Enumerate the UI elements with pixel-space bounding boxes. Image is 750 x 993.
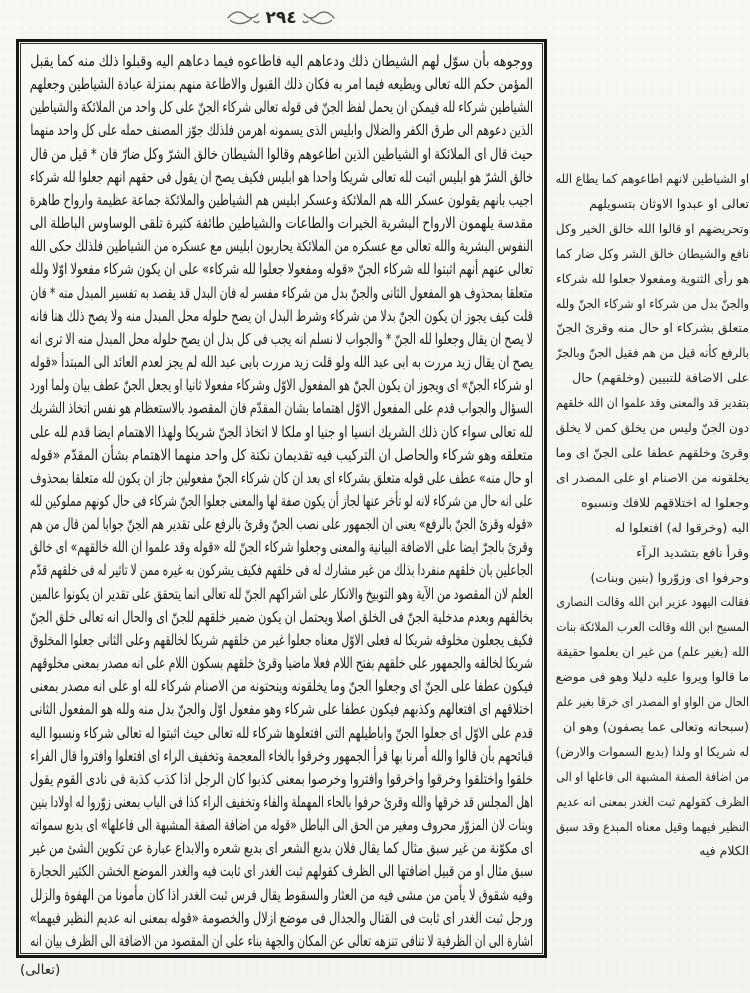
- text-line: ورجل ثبت الغدر اى ثابت فى القتال والجدال فى موضع ازلال والخصومة «قوله بمعنى انه عديم النظير فيهما»: [29, 908, 534, 927]
- text-line: وحرفوا اى وزوّروا (بنين وبنات): [590, 569, 749, 585]
- text-line: (سبحانه وتعالى عما يصفون) وهو ان: [562, 718, 749, 734]
- text-line: والجنّ بدل من شركاء او شركاء الجنّ ولله: [556, 295, 749, 311]
- text-line: هو رأى الثنوية ومفعولا جعلوا لله شركاء: [556, 270, 749, 286]
- text-line: بتقدير قد والمعنى وقد علموا ان الله خلقهم: [556, 395, 749, 411]
- text-line: خلقوا واختلقوا وخرقوا واخرقوا وافتروا وخرصوا بمعنى كذبوا كان الرجل اذا كذب كذبة فى نادى القوم يقول: [29, 769, 534, 788]
- text-line: خالق الشرّ هو ابليس اثبت لله تعالى شريكا واحدا هو ابليس فكيف يصح ان يقول فى حقهم انهم جعلوا لله شركاء: [30, 167, 533, 186]
- text-line: فيكون عطفا على الجنّ اى وجعلوا الجنّ وما يخلقونه وينحتونه من الاصنام شركاء لله او على انه مصدر بمعنى: [30, 677, 534, 696]
- main-text-frame: [16, 39, 547, 958]
- text-line: وبنات لان المزوّر محروف ومغير من الحق الى الباطل «قوله من اضافة الصفة المشبهة الى فاعلها» اى بديع سمواته: [30, 816, 534, 835]
- text-line: على الاضافة للتبيين (وخلقهم) حال: [572, 370, 749, 386]
- text-line: الظرف كقولهم ثبت الغدر بمعنى انه عديم: [556, 793, 749, 809]
- text-line: الحال من الواو او المصدر اى خرقا بغير علم: [556, 694, 749, 710]
- text-line: دون الجنّ وليس من يخلق كمن لا يخلق: [556, 420, 749, 436]
- text-line: الذين دعوهم الى طرق الكفر والضلال وابليس الذى يسمونه اهرمن فلذلك جوّز المصنف حمله على كل واحد منهما: [30, 121, 533, 140]
- text-line: اشارة الى ان الظرفية لا تنافى تنزهه تعالى عن المكان والجهة بناء على ان المقصود من الاضافة الى الظرف بيان انه: [30, 931, 533, 950]
- text-line: متعلق بشركاء او حال منه وقرئ الجنّ: [556, 320, 749, 336]
- text-line: السؤال والجواب قدم على المفعول الاوّل اهتماما بشان المقدّم فان المقصود بالاستعظام هو نفس اتخاذ الشريك: [30, 399, 533, 418]
- margin-notes-column: [556, 167, 749, 867]
- text-line: تعالى عنهم أنهم اثبتوا لله شركاء الجنّ «قوله ومفعولا جعلوا لله شركاء» على ان يكون شركاء مفعولا اوّلا ولله: [29, 260, 533, 279]
- text-line: بخالقهم وبعدم مدخلية الجنّ فى الخلق اصلا ويحتمل ان يكون ضمير خلقهم للجنّ اى والحال انه تعالى خلق الجنّ: [30, 607, 534, 626]
- text-line: على انه حال من شركاء لانه لو تأخر عنها لجاز أن يكون صفة لها والمعنى جعلوا الجنّ شركاء فى حال كونهم مملوكين لله: [30, 491, 533, 510]
- text-line: قبائحهم بأن قالوا والله أمرنا بها قرأ الجمهور وخرقوا بالخاء المعجمة وتخفيف الراء اى افتعلوا وافتروا قال الفراء: [30, 746, 533, 765]
- text-line: المؤمن حكم الله تعالى ويطيعه فيما امر به فكان ذلك القبول والاطاعة منهم بمنزلة عبادة الشياطين وجعلهم: [29, 75, 534, 94]
- text-line: قدم على الاوّل اى جعلوا الجنّ واباطيلهم التى افتعلوها شركاء لله تعالى حيث اثبتوا له تعالى شركاء ونسبوا اليه: [29, 723, 534, 742]
- catchword: (تعالى): [20, 962, 61, 978]
- text-line: من اضافة الصفة المشبهة الى فاعلها او الى: [556, 768, 749, 784]
- page-header: [206, 2, 356, 34]
- text-line: اجيب بانهم يقولون عسكر الله هم الملائكة وعسكر ابليس هم الشياطين والملائكة جماعة عظيمة وارواح طاهرة: [29, 190, 534, 209]
- text-line: اى مكوّنة من غير سبق مثال كما يقال فلان بديع الشعر اى بديع شعره والابداع عبارة عن تكوين الشئ من غير: [29, 839, 533, 858]
- text-line: اهل المجلس قد خرقها والله وقرئ حرفوا بالحاء المهملة والفاء وتخفيف الراء كذا فى الباب بمعنى زوّروا له اولادا بنين: [30, 793, 533, 811]
- text-line: الله (بغير علم) من غير ان يعلموا حقيقة: [556, 644, 749, 660]
- text-line: الشياطين شركاء لله فيمكن ان يحمل لفظ الجنّ فى قوله تعالى شركاء الجنّ على كل واحد من الملائكة والشياطين: [29, 98, 533, 117]
- text-line: له شريكا او ولدا (بديع السموات والارض): [556, 743, 749, 759]
- text-line: وجعلوا له اختلاقهم للافك ونسبوه: [581, 494, 749, 510]
- text-line: النفوس البشرية والله تعالى مع عسكره من الملائكة يحاربون ابليس مع عسكره من الشياطين فلذلك حكى الله: [29, 237, 533, 256]
- text-line: فقالت اليهود عزير ابن الله وقالت النصارى: [556, 594, 749, 610]
- text-line: بالرفع كأنه قيل من هم فقيل الجنّ وبالجرّ: [556, 345, 749, 361]
- text-line: «قوله وقرئ الجنّ بالرفع» يعنى ان الجمهور على نصب الجنّ وقرئ بالرفع على تقدير هم الجنّ جوابا لمن قال من هم: [29, 515, 534, 534]
- text-line: ووجوهه بأن سوّل لهم الشيطان ذلك ودعاهم اليه فاطاعوه فيما دعاهم اليه وقبلوا ذلك منه كما يقبل: [30, 52, 533, 70]
- text-line: متعلقا بمحذوف هو المفعول الثانى والجنّ بدل من شركاء مفسر له فان البدل قد يقصد به تفسير المبدل منه * فان: [30, 283, 533, 302]
- text-line: اختلاقهم اى افتعالهم وكذبهم فيكون عطفا على شركاء وهو مفعول اوّل والجنّ بدل منه ولله هو المفعول الثانى: [29, 700, 534, 719]
- main-text-frame-inner: [20, 43, 543, 954]
- text-line: او الشياطين لانهم اطاعوهم كما يطاع الله: [556, 171, 749, 186]
- text-line: حيث قال اى الملائكة او الشياطين الذين اطاعوهم وقالوا الشيطان خالق الشرّ وكل ضارّ فان * قيل من قال: [30, 144, 533, 163]
- text-line: مقدسة يلهمون الارواح البشرية الخيرات والطاعات والشياطين طائفة كثيرة تلقى الوساوس الباطلة الى: [29, 214, 534, 233]
- text-line: وقرئ بالجرّ ايضا على الاضافة البيانية والمعنى وجعلوا شركاء الجنّ لله «قوله وقد علموا ان الله خالقهم» اى خالق: [29, 538, 534, 557]
- text-line: المسيح ابن الله وقالت العرب الملائكة بنات: [556, 619, 749, 635]
- text-line: لله تعالى سواء كان ذلك الشريك انسيا او جنيا او ملكا لا اتخاذ الجنّ شريكا ولهذا الاهتمام ايضا قدم لله على: [29, 422, 534, 441]
- text-line: لا يصح ان يقال وجعلوا لله الجنّ * والجواب لا نسلم انه يجب فى كل بدل ان يصح حلوله محل المبدل منه الا ترى انه: [29, 329, 533, 348]
- text-line: شريكا لخالقه والجمهور على خلقهم بفتح اللام فعلا ماضيا وقرئ خلقهم بسكون اللام على انه مصدر بمعنى مخلوقهم: [30, 654, 534, 673]
- text-line: وقرأ نافع بتشديد الرآء: [636, 544, 749, 560]
- text-line: العلم لان المقصود من الآية وهو التوبيخ والانكار على اشراكهم الجنّ لله تعالى انما يتحقق على تقدير ان يكونوا عالمين: [30, 584, 533, 603]
- text-line: نافع والشيطان خالق الشر وكل ضار كما: [556, 245, 749, 261]
- text-line: فكيف يجعلون مخلوقه شريكا له فعلى الاوّل معناه جعلوا غير من خلقهم شريكا لخالقهم وعلى الثانى جعلوا المخلوق: [30, 630, 533, 649]
- text-line: النظير فيهما وقيل معناه المبدع وقد سبق: [556, 818, 749, 834]
- text-line: متعلقه وهو شركاء والحاصل ان التركيب فيه تقديمان نكتة كل واحد منهما الاهتمام بشأن المقدّم «قوله: [30, 445, 534, 464]
- text-line: اليه (وخرقوا له) افتعلوا له: [614, 519, 749, 535]
- main-text-block: [30, 50, 533, 953]
- text-line: وتحريضهم او قالوا الله خالق الخير وكل: [556, 220, 749, 236]
- text-line: او حال منه» عطف على قوله متعلق بشركاء اى بعد ان كان شركاء الجنّ مفعولين جاز ان يكون لله متعلقا بمحذوف: [30, 468, 534, 487]
- text-line: قلت كيف يجوز ان يكون الجنّ بدلا من شركاء وشرط البدل ان يصح حلوله محل المبدل منه ولا يصح ذلك هنا فانه: [29, 306, 533, 325]
- text-line: تعالى او عبدوا الاوثان بتسويلهم: [589, 195, 749, 211]
- text-line: يخلقونه من الاصنام او على المصدر اى: [556, 469, 749, 485]
- text-line: الكلام فيه: [699, 843, 749, 859]
- text-line: او شركاء الجنّ» اى ويجوز ان يكون الجنّ هو المفعول الاوّل وشركاء مفعولا ثانيا او يجعل الجنّ عطف بيان ولما اورد: [29, 376, 534, 395]
- text-line: وقرئ وخلقهم عطفا على الجنّ اى وما: [556, 444, 749, 460]
- text-line: يصح ان يقال زيد مررت به ابى عبد الله ولو قلت زيد مررت بابى عبد الله لم يجز لعدم العائد الى المبتدأ «قوله: [30, 353, 534, 372]
- text-line: وفيه شقوق لا يأمن من مشى فيه من العثار والسقوط يقال فرس ثبت الغدر اذا كان مأمونا من الهفوة والزلل: [30, 885, 533, 904]
- ornament-flourish-icon: [226, 8, 260, 28]
- page-number: ٢٩٤: [265, 8, 297, 28]
- text-line: ما قالوا ويروا عليه دليلا وهو فى موضع: [556, 669, 749, 685]
- ornament-flourish-icon: [302, 8, 336, 28]
- text-line: الجاعلين بان خلقهم منفردا بذلك من غير مشارك له فى خلقهم فكيف يشركون به غيره ممن لا تاثير له فى خلقهم قدّم: [30, 561, 533, 580]
- text-line: سبق مثال او من قبيل اضافتها الى الظرف كقولهم ثبت الغدر اى ثابت فيه والغدر الموضع الخشن الكثير الحجارة: [29, 862, 533, 881]
